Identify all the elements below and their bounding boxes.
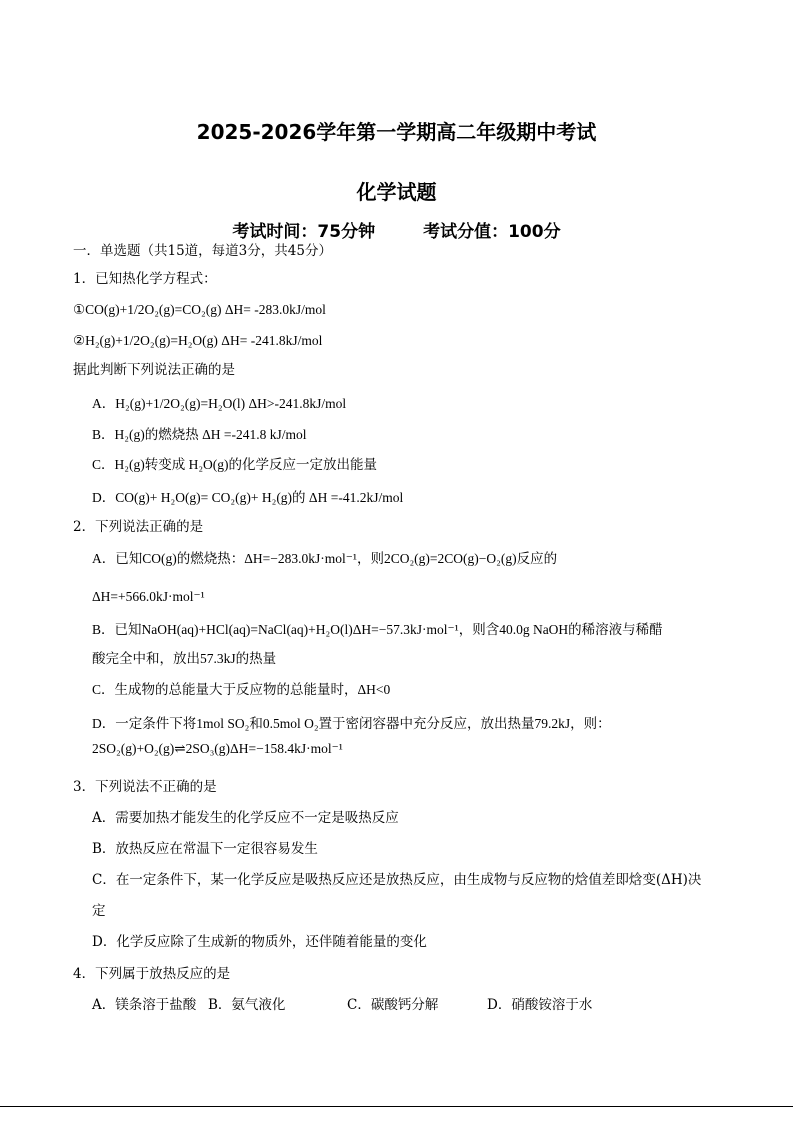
section-heading: 一．单选题（共15道，每道3分，共45分） [73,243,332,259]
q2-option-a-line2: ΔH=+566.0kJ·mol⁻¹ [92,589,205,604]
q1-stem: 1．已知热化学方程式： [73,271,217,287]
q2-option-b-line2: 酸完全中和，放出57.3kJ的热量 [92,651,277,666]
q1-prompt: 据此判断下列说法正确的是 [73,362,235,378]
q3-option-d: D．化学反应除了生成新的物质外，还伴随着能量的变化 [92,934,427,950]
exam-time: 考试时间：75分钟 [232,222,376,242]
q1-option-d: D．CO(g)+ H₂O(g)= CO₂(g)+ H₂(g)的 ΔH =-41.2kJ/mol [92,490,404,505]
subject-title: 化学试题 [356,180,437,204]
exam-info [0,217,793,242]
q3-option-b: B．放热反应在常温下一定很容易发生 [92,841,318,857]
q1-equation-1: ①CO(g)+1/2O₂(g)=CO₂(g) ΔH= -283.0kJ/mol [73,302,326,317]
q3-option-c-line2: 定 [92,903,106,919]
q2-option-d-line2: 2SO₂(g)+O₂(g)⇌2SO₃(g)ΔH=−158.4kJ·mol⁻¹ [92,741,343,756]
exam-title: 2025-2026学年第一学期高二年级期中考试 [196,120,597,144]
q4-option-d: D．硝酸铵溶于水 [487,997,593,1013]
page-bottom-divider [0,1106,793,1107]
q1-equation-2: ②H₂(g)+1/2O₂(g)=H₂O(g) ΔH= -241.8kJ/mol [73,333,323,348]
q2-stem: 2．下列说法正确的是 [73,519,204,535]
q2-option-a-line1: A．已知CO(g)的燃烧热：ΔH=−283.0kJ·mol⁻¹，则2CO₂(g)=2CO(g)−O₂(g)反应的 [92,551,558,566]
q1-option-c: C．H₂(g)转变成 H₂O(g)的化学反应一定放出能量 [92,457,378,472]
q4-option-a: A．镁条溶于盐酸 [92,997,197,1013]
q3-option-a: A．需要加热才能发生的化学反应不一定是吸热反应 [92,810,399,826]
exam-score: 考试分值：100分 [423,222,561,242]
q2-option-b-line1: B．已知NaOH(aq)+HCl(aq)=NaCl(aq)+H₂O(l)ΔH=−57.3kJ·mol⁻¹，则含40.0g NaOH的稀溶液与稀醋 [92,622,663,637]
q4-stem: 4．下列属于放热反应的是 [73,966,231,982]
q2-option-c: C．生成物的总能量大于反应物的总能量时，ΔH<0 [92,682,391,697]
q3-option-c-line1: C．在一定条件下，某一化学反应是吸热反应还是放热反应，由生成物与反应物的焓值差即焓变(ΔH)决 [92,872,702,888]
q1-option-a: A．H₂(g)+1/2O₂(g)=H₂O(l) ΔH>-241.8kJ/mol [92,396,347,411]
q1-option-b: B．H₂(g)的燃烧热 ΔH =-241.8 kJ/mol [92,427,307,442]
q4-option-c: C．碳酸钙分解 [347,997,439,1013]
q4-option-b: B．氨气液化 [208,997,286,1013]
q2-option-d-line1: D．一定条件下将1mol SO₂和0.5mol O₂置于密闭容器中充分反应，放出热量79.2kJ，则： [92,716,611,731]
q3-stem: 3．下列说法不正确的是 [73,779,217,795]
